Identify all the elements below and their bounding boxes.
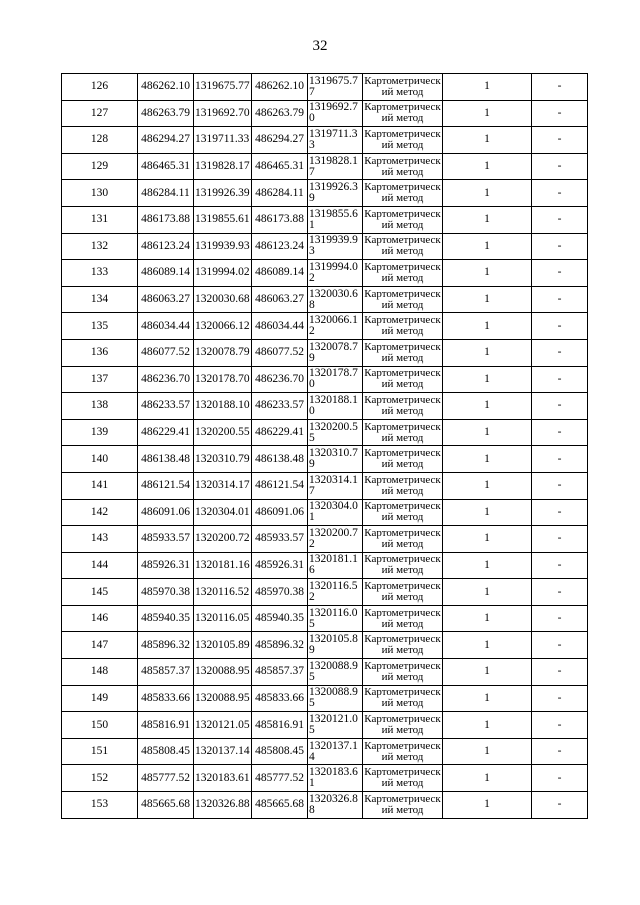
accuracy-cell: 1 <box>443 446 532 473</box>
note-cell: - <box>532 659 588 686</box>
x-coord-new-cell: 485970.38 <box>252 579 308 606</box>
note-cell: - <box>532 74 588 101</box>
y-coord-new-cell: 1320188.10 <box>308 393 363 420</box>
table-row <box>62 605 588 632</box>
method-cell: Картометрический метод <box>363 74 443 101</box>
method-cell: Картометрический метод <box>363 738 443 765</box>
table-row <box>62 127 588 154</box>
y-coord-cell: 1320137.14 <box>194 738 252 765</box>
note-cell: - <box>532 605 588 632</box>
table-row <box>62 552 588 579</box>
y-coord-cell: 1319994.02 <box>194 260 252 287</box>
x-coord-new-cell: 485808.45 <box>252 738 308 765</box>
x-coord-cell: 485808.45 <box>138 738 194 765</box>
y-coord-new-cell: 1320304.01 <box>308 499 363 526</box>
accuracy-cell: 1 <box>443 100 532 127</box>
y-coord-new-cell: 1319711.33 <box>308 127 363 154</box>
method-cell: Картометрический метод <box>363 260 443 287</box>
note-cell: - <box>532 552 588 579</box>
note-cell: - <box>532 366 588 393</box>
x-coord-new-cell: 486229.41 <box>252 419 308 446</box>
x-coord-cell: 486294.27 <box>138 127 194 154</box>
accuracy-cell: 1 <box>443 659 532 686</box>
accuracy-cell: 1 <box>443 339 532 366</box>
y-coord-new-cell: 1319675.77 <box>308 74 363 101</box>
y-coord-new-cell: 1320088.95 <box>308 685 363 712</box>
x-coord-cell: 486091.06 <box>138 499 194 526</box>
x-coord-cell: 486063.27 <box>138 286 194 313</box>
point-number-cell: 137 <box>62 366 138 393</box>
note-cell: - <box>532 286 588 313</box>
point-number-cell: 140 <box>62 446 138 473</box>
y-coord-new-cell: 1319828.17 <box>308 153 363 180</box>
note-cell: - <box>532 738 588 765</box>
y-coord-cell: 1319675.77 <box>194 74 252 101</box>
table-row <box>62 393 588 420</box>
y-coord-cell: 1320121.05 <box>194 712 252 739</box>
y-coord-cell: 1320078.79 <box>194 339 252 366</box>
y-coord-cell: 1320200.72 <box>194 526 252 553</box>
table-row <box>62 74 588 101</box>
y-coord-new-cell: 1319926.39 <box>308 180 363 207</box>
method-cell: Картометрический метод <box>363 552 443 579</box>
y-coord-new-cell: 1320200.72 <box>308 526 363 553</box>
coordinates-table <box>61 73 588 819</box>
y-coord-new-cell: 1320116.52 <box>308 579 363 606</box>
x-coord-cell: 486173.88 <box>138 206 194 233</box>
accuracy-cell: 1 <box>443 552 532 579</box>
point-number-cell: 139 <box>62 419 138 446</box>
point-number-cell: 128 <box>62 127 138 154</box>
x-coord-cell: 485777.52 <box>138 765 194 792</box>
y-coord-new-cell: 1320181.16 <box>308 552 363 579</box>
accuracy-cell: 1 <box>443 685 532 712</box>
x-coord-cell: 486229.41 <box>138 419 194 446</box>
point-number-cell: 141 <box>62 472 138 499</box>
x-coord-cell: 485933.57 <box>138 526 194 553</box>
accuracy-cell: 1 <box>443 605 532 632</box>
x-coord-cell: 486034.44 <box>138 313 194 340</box>
x-coord-new-cell: 486263.79 <box>252 100 308 127</box>
accuracy-cell: 1 <box>443 499 532 526</box>
x-coord-new-cell: 486123.24 <box>252 233 308 260</box>
y-coord-new-cell: 1320030.68 <box>308 286 363 313</box>
method-cell: Картометрический метод <box>363 685 443 712</box>
accuracy-cell: 1 <box>443 153 532 180</box>
note-cell: - <box>532 579 588 606</box>
method-cell: Картометрический метод <box>363 499 443 526</box>
table-row <box>62 366 588 393</box>
method-cell: Картометрический метод <box>363 393 443 420</box>
table-row <box>62 632 588 659</box>
point-number-cell: 138 <box>62 393 138 420</box>
y-coord-new-cell: 1319692.70 <box>308 100 363 127</box>
table-row <box>62 526 588 553</box>
y-coord-cell: 1320066.12 <box>194 313 252 340</box>
y-coord-cell: 1320105.89 <box>194 632 252 659</box>
method-cell: Картометрический метод <box>363 526 443 553</box>
table-row <box>62 659 588 686</box>
y-coord-cell: 1319692.70 <box>194 100 252 127</box>
note-cell: - <box>532 339 588 366</box>
table-row <box>62 153 588 180</box>
note-cell: - <box>532 765 588 792</box>
table-row <box>62 100 588 127</box>
method-cell: Картометрический метод <box>363 419 443 446</box>
table-row <box>62 472 588 499</box>
x-coord-new-cell: 486236.70 <box>252 366 308 393</box>
point-number-cell: 145 <box>62 579 138 606</box>
note-cell: - <box>532 419 588 446</box>
table-row <box>62 313 588 340</box>
x-coord-new-cell: 485940.35 <box>252 605 308 632</box>
x-coord-new-cell: 485816.91 <box>252 712 308 739</box>
accuracy-cell: 1 <box>443 286 532 313</box>
y-coord-cell: 1319711.33 <box>194 127 252 154</box>
page-number: 32 <box>312 38 328 54</box>
method-cell: Картометрический метод <box>363 313 443 340</box>
point-number-cell: 151 <box>62 738 138 765</box>
y-coord-new-cell: 1319939.93 <box>308 233 363 260</box>
point-number-cell: 135 <box>62 313 138 340</box>
y-coord-new-cell: 1320088.95 <box>308 659 363 686</box>
x-coord-cell: 486089.14 <box>138 260 194 287</box>
accuracy-cell: 1 <box>443 233 532 260</box>
x-coord-new-cell: 486233.57 <box>252 393 308 420</box>
x-coord-cell: 485816.91 <box>138 712 194 739</box>
accuracy-cell: 1 <box>443 419 532 446</box>
note-cell: - <box>532 180 588 207</box>
method-cell: Картометрический метод <box>363 472 443 499</box>
y-coord-cell: 1320304.01 <box>194 499 252 526</box>
table-row <box>62 765 588 792</box>
y-coord-new-cell: 1320078.79 <box>308 339 363 366</box>
point-number-cell: 134 <box>62 286 138 313</box>
method-cell: Картометрический метод <box>363 127 443 154</box>
point-number-cell: 153 <box>62 792 138 819</box>
table-row <box>62 579 588 606</box>
y-coord-cell: 1320181.16 <box>194 552 252 579</box>
x-coord-cell: 485665.68 <box>138 792 194 819</box>
note-cell: - <box>532 712 588 739</box>
x-coord-cell: 485940.35 <box>138 605 194 632</box>
note-cell: - <box>532 260 588 287</box>
method-cell: Картометрический метод <box>363 765 443 792</box>
x-coord-new-cell: 486284.11 <box>252 180 308 207</box>
y-coord-cell: 1319828.17 <box>194 153 252 180</box>
x-coord-cell: 486262.10 <box>138 74 194 101</box>
note-cell: - <box>532 313 588 340</box>
x-coord-cell: 485896.32 <box>138 632 194 659</box>
y-coord-cell: 1320310.79 <box>194 446 252 473</box>
y-coord-cell: 1320088.95 <box>194 659 252 686</box>
x-coord-cell: 486121.54 <box>138 472 194 499</box>
x-coord-cell: 486138.48 <box>138 446 194 473</box>
table-row <box>62 286 588 313</box>
x-coord-new-cell: 486089.14 <box>252 260 308 287</box>
y-coord-new-cell: 1320121.05 <box>308 712 363 739</box>
x-coord-new-cell: 486077.52 <box>252 339 308 366</box>
x-coord-new-cell: 486262.10 <box>252 74 308 101</box>
x-coord-new-cell: 486294.27 <box>252 127 308 154</box>
point-number-cell: 147 <box>62 632 138 659</box>
table-row <box>62 419 588 446</box>
x-coord-cell: 486236.70 <box>138 366 194 393</box>
point-number-cell: 131 <box>62 206 138 233</box>
y-coord-cell: 1320314.17 <box>194 472 252 499</box>
table-row <box>62 206 588 233</box>
method-cell: Картометрический метод <box>363 153 443 180</box>
point-number-cell: 148 <box>62 659 138 686</box>
table-row <box>62 738 588 765</box>
point-number-cell: 126 <box>62 74 138 101</box>
point-number-cell: 150 <box>62 712 138 739</box>
y-coord-cell: 1320188.10 <box>194 393 252 420</box>
y-coord-new-cell: 1320066.12 <box>308 313 363 340</box>
x-coord-new-cell: 485896.32 <box>252 632 308 659</box>
y-coord-new-cell: 1320314.17 <box>308 472 363 499</box>
method-cell: Картометрический метод <box>363 792 443 819</box>
y-coord-new-cell: 1320200.55 <box>308 419 363 446</box>
y-coord-new-cell: 1320183.61 <box>308 765 363 792</box>
accuracy-cell: 1 <box>443 526 532 553</box>
x-coord-new-cell: 486121.54 <box>252 472 308 499</box>
table-body <box>62 74 588 819</box>
x-coord-new-cell: 485665.68 <box>252 792 308 819</box>
note-cell: - <box>532 233 588 260</box>
y-coord-cell: 1320116.05 <box>194 605 252 632</box>
table-row <box>62 180 588 207</box>
y-coord-new-cell: 1320105.89 <box>308 632 363 659</box>
point-number-cell: 149 <box>62 685 138 712</box>
note-cell: - <box>532 526 588 553</box>
y-coord-new-cell: 1320116.05 <box>308 605 363 632</box>
y-coord-cell: 1320200.55 <box>194 419 252 446</box>
accuracy-cell: 1 <box>443 180 532 207</box>
y-coord-new-cell: 1320137.14 <box>308 738 363 765</box>
x-coord-cell: 486465.31 <box>138 153 194 180</box>
accuracy-cell: 1 <box>443 127 532 154</box>
note-cell: - <box>532 100 588 127</box>
table-row <box>62 260 588 287</box>
x-coord-cell: 485857.37 <box>138 659 194 686</box>
accuracy-cell: 1 <box>443 74 532 101</box>
note-cell: - <box>532 393 588 420</box>
y-coord-cell: 1320088.95 <box>194 685 252 712</box>
point-number-cell: 152 <box>62 765 138 792</box>
accuracy-cell: 1 <box>443 472 532 499</box>
y-coord-new-cell: 1320326.88 <box>308 792 363 819</box>
note-cell: - <box>532 472 588 499</box>
method-cell: Картометрический метод <box>363 659 443 686</box>
method-cell: Картометрический метод <box>363 579 443 606</box>
x-coord-cell: 485833.66 <box>138 685 194 712</box>
y-coord-cell: 1320116.52 <box>194 579 252 606</box>
x-coord-new-cell: 486173.88 <box>252 206 308 233</box>
x-coord-cell: 485970.38 <box>138 579 194 606</box>
x-coord-new-cell: 486063.27 <box>252 286 308 313</box>
note-cell: - <box>532 499 588 526</box>
table-row <box>62 792 588 819</box>
x-coord-cell: 486284.11 <box>138 180 194 207</box>
point-number-cell: 144 <box>62 552 138 579</box>
accuracy-cell: 1 <box>443 579 532 606</box>
method-cell: Картометрический метод <box>363 100 443 127</box>
method-cell: Картометрический метод <box>363 366 443 393</box>
accuracy-cell: 1 <box>443 366 532 393</box>
table-row <box>62 499 588 526</box>
note-cell: - <box>532 206 588 233</box>
table-row <box>62 339 588 366</box>
accuracy-cell: 1 <box>443 712 532 739</box>
x-coord-cell: 486233.57 <box>138 393 194 420</box>
y-coord-new-cell: 1320178.70 <box>308 366 363 393</box>
point-number-cell: 146 <box>62 605 138 632</box>
point-number-cell: 127 <box>62 100 138 127</box>
point-number-cell: 133 <box>62 260 138 287</box>
note-cell: - <box>532 446 588 473</box>
x-coord-new-cell: 485857.37 <box>252 659 308 686</box>
accuracy-cell: 1 <box>443 393 532 420</box>
x-coord-new-cell: 485933.57 <box>252 526 308 553</box>
x-coord-new-cell: 486091.06 <box>252 499 308 526</box>
note-cell: - <box>532 632 588 659</box>
x-coord-new-cell: 485777.52 <box>252 765 308 792</box>
point-number-cell: 132 <box>62 233 138 260</box>
table-row <box>62 446 588 473</box>
method-cell: Картометрический метод <box>363 233 443 260</box>
accuracy-cell: 1 <box>443 632 532 659</box>
x-coord-cell: 485926.31 <box>138 552 194 579</box>
y-coord-new-cell: 1319855.61 <box>308 206 363 233</box>
x-coord-new-cell: 486138.48 <box>252 446 308 473</box>
method-cell: Картометрический метод <box>363 632 443 659</box>
y-coord-cell: 1319939.93 <box>194 233 252 260</box>
method-cell: Картометрический метод <box>363 605 443 632</box>
x-coord-new-cell: 485926.31 <box>252 552 308 579</box>
table-row <box>62 233 588 260</box>
y-coord-new-cell: 1319994.02 <box>308 260 363 287</box>
y-coord-cell: 1320030.68 <box>194 286 252 313</box>
y-coord-cell: 1320326.88 <box>194 792 252 819</box>
accuracy-cell: 1 <box>443 206 532 233</box>
table-row <box>62 712 588 739</box>
accuracy-cell: 1 <box>443 313 532 340</box>
y-coord-new-cell: 1320310.79 <box>308 446 363 473</box>
y-coord-cell: 1320183.61 <box>194 765 252 792</box>
accuracy-cell: 1 <box>443 765 532 792</box>
method-cell: Картометрический метод <box>363 339 443 366</box>
note-cell: - <box>532 153 588 180</box>
point-number-cell: 143 <box>62 526 138 553</box>
method-cell: Картометрический метод <box>363 712 443 739</box>
note-cell: - <box>532 685 588 712</box>
accuracy-cell: 1 <box>443 260 532 287</box>
x-coord-new-cell: 485833.66 <box>252 685 308 712</box>
method-cell: Картометрический метод <box>363 286 443 313</box>
accuracy-cell: 1 <box>443 738 532 765</box>
note-cell: - <box>532 127 588 154</box>
x-coord-cell: 486263.79 <box>138 100 194 127</box>
x-coord-cell: 486077.52 <box>138 339 194 366</box>
x-coord-new-cell: 486034.44 <box>252 313 308 340</box>
y-coord-cell: 1319855.61 <box>194 206 252 233</box>
y-coord-cell: 1320178.70 <box>194 366 252 393</box>
note-cell: - <box>532 792 588 819</box>
method-cell: Картометрический метод <box>363 446 443 473</box>
x-coord-new-cell: 486465.31 <box>252 153 308 180</box>
point-number-cell: 142 <box>62 499 138 526</box>
x-coord-cell: 486123.24 <box>138 233 194 260</box>
accuracy-cell: 1 <box>443 792 532 819</box>
point-number-cell: 130 <box>62 180 138 207</box>
point-number-cell: 129 <box>62 153 138 180</box>
y-coord-cell: 1319926.39 <box>194 180 252 207</box>
point-number-cell: 136 <box>62 339 138 366</box>
method-cell: Картометрический метод <box>363 206 443 233</box>
table-row <box>62 685 588 712</box>
method-cell: Картометрический метод <box>363 180 443 207</box>
